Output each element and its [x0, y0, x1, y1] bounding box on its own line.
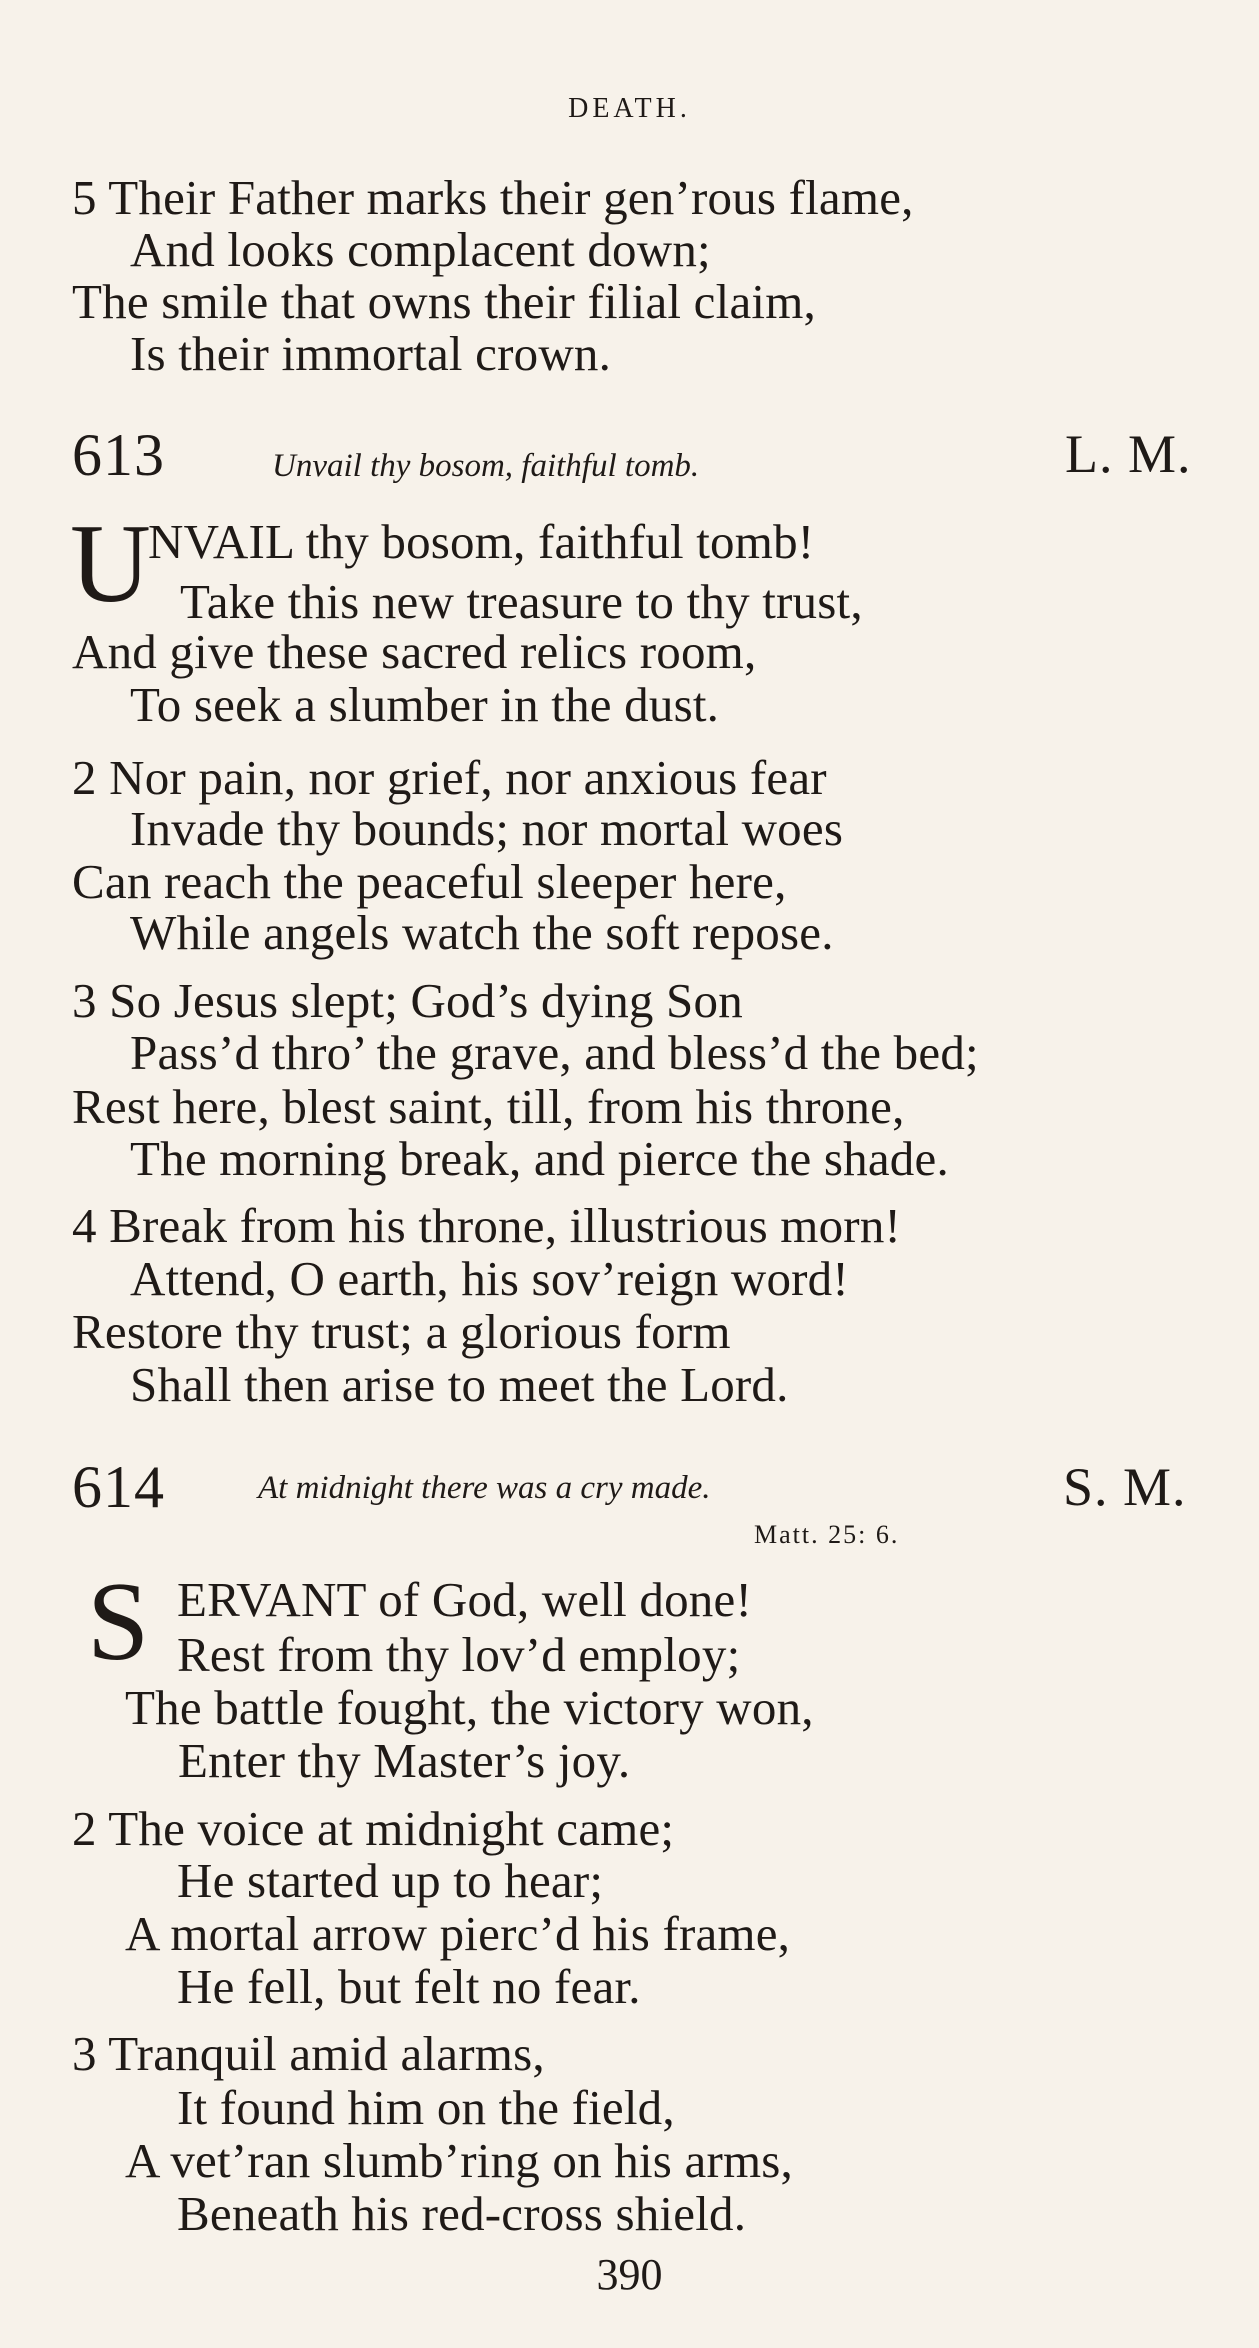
hymn-613-meter: L. M.	[1065, 424, 1192, 484]
hymn-614-stanza-3-line-3: A vet’ran slumb’ring on his arms,	[125, 2133, 794, 2188]
hymn-614-number: 614	[72, 1454, 165, 1520]
hymn-614-scripture-ref: Matt. 25: 6.	[754, 1520, 900, 1549]
hymn-614-stanza-3-line-1: 3 Tranquil amid alarms,	[72, 2026, 545, 2081]
hymn-613-stanza-3-line-2: Pass’d thro’ the grave, and bless’d the bed;	[130, 1025, 979, 1080]
hymn-613-stanza-1-line-3: And give these sacred relics room,	[72, 624, 757, 679]
hymn-613-stanza-1-line-1: NVAIL thy bosom, faithful tomb!	[148, 514, 815, 569]
hymn-613-stanza-1-line-2: Take this new treasure to thy trust,	[180, 574, 863, 629]
hymn-613-stanza-4-line-4: Shall then arise to meet the Lord.	[130, 1357, 789, 1412]
hymn-613-stanza-2-line-4: While angels watch the soft repose.	[130, 905, 834, 960]
hymn-614-stanza-2-line-3: A mortal arrow pierc’d his frame,	[125, 1906, 791, 1961]
hymn-614-stanza-3-line-2: It found him on the field,	[177, 2080, 675, 2135]
hymn-613-stanza-3-line-3: Rest here, blest saint, till, from his throne,	[72, 1079, 905, 1134]
hymn-614-stanza-2-line-4: He fell, but felt no fear.	[177, 1959, 641, 2014]
continued-stanza-5-line-1: 5 Their Father marks their gen’rous flame,	[72, 170, 914, 225]
hymn-613-stanza-2-line-2: Invade thy bounds; nor mortal woes	[130, 801, 844, 856]
hymn-613-title: Unvail thy bosom, faithful tomb.	[272, 448, 700, 484]
hymn-613-stanza-4-line-3: Restore thy trust; a glorious form	[72, 1304, 731, 1359]
hymn-613-stanza-4-line-2: Attend, O earth, his sov’reign word!	[130, 1251, 849, 1306]
hymn-614-stanza-1-line-1: ERVANT of God, well done!	[177, 1572, 752, 1627]
hymn-614-title: At midnight there was a cry made.	[258, 1470, 711, 1506]
hymn-614-stanza-2-line-2: He started up to hear;	[177, 1853, 604, 1908]
hymn-613-stanza-4-line-1: 4 Break from his throne, illustrious morn!	[72, 1198, 902, 1253]
page-number: 390	[596, 2250, 663, 2299]
hymn-613-drop-cap: U	[70, 502, 151, 626]
hymn-613-stanza-1-line-4: To seek a slumber in the dust.	[130, 677, 720, 732]
hymn-614-stanza-1-line-2: Rest from thy lov’d employ;	[177, 1627, 741, 1682]
hymn-614-stanza-1-line-3: The battle fought, the victory won,	[125, 1680, 814, 1735]
hymn-614-stanza-2-line-1: 2 The voice at midnight came;	[72, 1801, 675, 1856]
hymn-613-stanza-2-line-3: Can reach the peaceful sleeper here,	[72, 854, 787, 909]
hymn-614-meter: S. M.	[1063, 1457, 1187, 1517]
continued-stanza-5-line-4: Is their immortal crown.	[130, 326, 612, 381]
hymn-613-number: 613	[72, 422, 165, 488]
hymn-614-drop-cap: S	[87, 1560, 150, 1684]
hymn-613-stanza-2-line-1: 2 Nor pain, nor grief, nor anxious fear	[72, 750, 827, 805]
hymn-613-stanza-3-line-1: 3 So Jesus slept; God’s dying Son	[72, 973, 743, 1028]
hymn-614-stanza-1-line-4: Enter thy Master’s joy.	[178, 1733, 631, 1788]
continued-stanza-5-line-3: The smile that owns their filial claim,	[72, 274, 816, 329]
hymn-613-stanza-3-line-4: The morning break, and pierce the shade.	[130, 1131, 949, 1186]
hymn-614-stanza-3-line-4: Beneath his red-cross shield.	[177, 2186, 747, 2241]
continued-stanza-5-line-2: And looks complacent down;	[130, 222, 711, 277]
running-head: DEATH.	[568, 93, 691, 124]
